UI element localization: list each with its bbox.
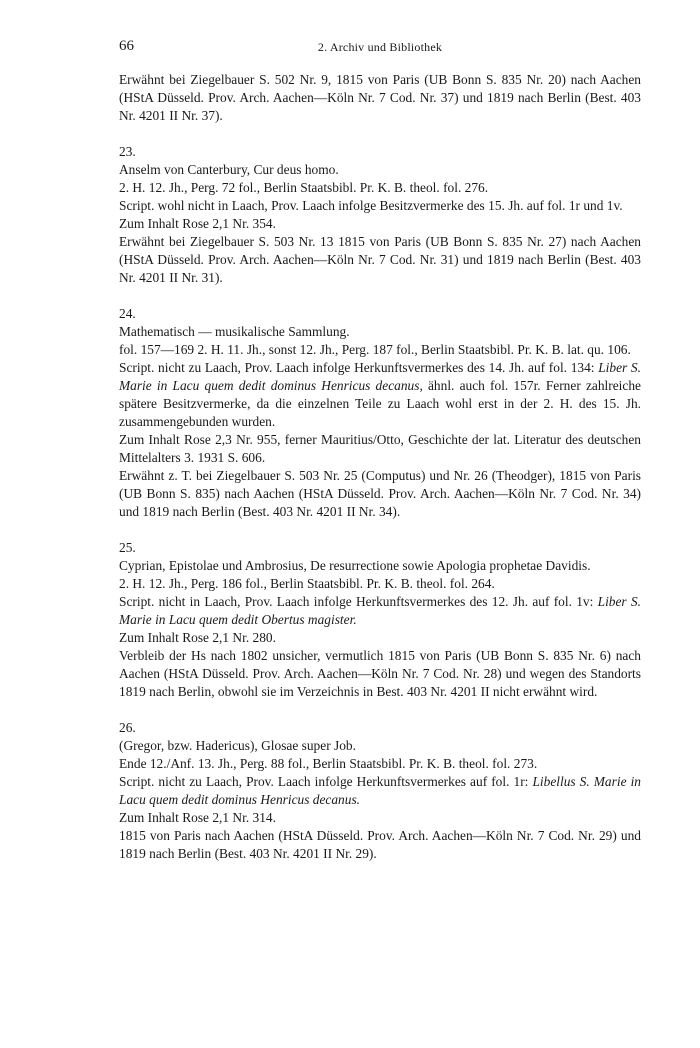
entry-content: Zum Inhalt Rose 2,1 Nr. 354. (119, 216, 276, 231)
entry-script (119, 359, 641, 431)
entry-mention: Erwähnt z. T. bei Ziegelbauer S. 503 Nr. 25 (Computus) und Nr. 26 (Theodger), 1815 von Paris (UB Bonn S. 835) nach Aachen (HStA Düsseld. Prov. Arch. Aachen—Köln Nr. 7 Cod. Nr. 34) und 1819 nach Berlin (Best. 403 Nr. 4201 II Nr. 34). (119, 468, 641, 519)
entry-content: Zum Inhalt Rose 2,1 Nr. 280. (119, 630, 276, 645)
ownership-inscription: Liber S. Marie in Lacu quem dedit Obertus magister. (119, 594, 641, 627)
entry-title: Mathematisch — musikalische Sammlung. (119, 324, 350, 339)
entry-title: (Gregor, bzw. Hadericus), Glosae super Job. (119, 738, 356, 753)
entry-title: Anselm von Canterbury, Cur deus homo. (119, 162, 339, 177)
entry-script (119, 593, 641, 629)
catalog-entry-23 (119, 143, 641, 287)
entry-number: 26. (119, 720, 136, 735)
entry-script: Script. wohl nicht in Laach, Prov. Laach infolge Besitzvermerke des 15. Jh. auf fol. 1r und 1v. (119, 198, 623, 213)
entry-description: fol. 157—169 2. H. 11. Jh., sonst 12. Jh., Perg. 187 fol., Berlin Staatsbibl. Pr. K. B. lat. qu. 106. (119, 342, 631, 357)
script-text: Script. nicht zu Laach, Prov. Laach infolge Herkunftsvermerkes des 14. Jh. auf fol. 134: (119, 360, 599, 375)
ownership-inscription: Libellus S. Marie in Lacu quem dedit dominus Henricus decanus. (119, 774, 641, 807)
entry-description: 2. H. 12. Jh., Perg. 72 fol., Berlin Staatsbibl. Pr. K. B. theol. fol. 276. (119, 180, 489, 195)
catalog-entry-25 (119, 539, 641, 701)
entry-title: Cyprian, Epistolae und Ambrosius, De resurrectione sowie Apologia prophetae Davidis. (119, 558, 591, 573)
script-text: Script. nicht in Laach, Prov. Laach infolge Herkunftsvermerkes des 12. Jh. auf fol. 1v: (119, 594, 598, 609)
entry-mention: 1815 von Paris nach Aachen (HStA Düsseld. Prov. Arch. Aachen—Köln Nr. 7 Cod. Nr. 29) und 1819 nach Berlin (Best. 403 Nr. 4201 II Nr. 29). (119, 828, 641, 861)
entry-description: 2. H. 12. Jh., Perg. 186 fol., Berlin Staatsbibl. Pr. K. B. theol. fol. 264. (119, 576, 495, 591)
entry-description: Ende 12./Anf. 13. Jh., Perg. 88 fol., Berlin Staatsbibl. Pr. K. B. theol. fol. 273. (119, 756, 538, 771)
entry-content: Zum Inhalt Rose 2,1 Nr. 314. (119, 810, 276, 825)
entry-script (119, 773, 641, 809)
entry-mention: Verbleib der Hs nach 1802 unsicher, vermutlich 1815 von Paris (UB Bonn S. 835 Nr. 6) nach Aachen (HStA Düsseld. Prov. Arch. Aachen—Köln Nr. 7 Cod. Nr. 28) und wegen des Standorts 1819 nach Berlin, obwohl sie im Verzeichnis in Best. 403 Nr. 4201 II nicht erwähnt wird. (119, 648, 641, 699)
script-text: Script. nicht zu Laach, Prov. Laach infolge Herkunftsvermerkes auf fol. 1r: (119, 774, 533, 789)
catalog-entry-24 (119, 305, 641, 521)
running-head (119, 38, 641, 60)
script-text-continued: , ähnl. auch fol. 157r. Ferner zahlreiche spätere Besitzvermerke, da die einzelnen Teile zu Laach wohl erst in der 2. H. des 15. Jh. zusammengebunden wurden. (119, 378, 641, 429)
catalog-entry-26 (119, 719, 641, 863)
entry-content: Zum Inhalt Rose 2,3 Nr. 955, ferner Mauritius/Otto, Geschichte der lat. Literatur des deutschen Mittelalters 3. 1931 S. 606. (119, 432, 641, 465)
entry-number: 23. (119, 144, 136, 159)
ownership-inscription: Liber S. Marie in Lacu quem dedit dominus Henricus decanus (119, 360, 641, 393)
chapter-title: 2. Archiv und Bibliothek (317, 40, 443, 54)
intro-mention: Erwähnt bei Ziegelbauer S. 502 Nr. 9, 1815 von Paris (UB Bonn S. 835 Nr. 20) nach Aachen (HStA Düsseld. Prov. Arch. Aachen—Köln Nr. 7 Cod. Nr. 37) und 1819 nach Berlin (Best. 403 Nr. 4201 II Nr. 37). (119, 72, 641, 123)
body-text (119, 71, 641, 863)
entry-number: 25. (119, 540, 136, 555)
book-page (119, 38, 641, 863)
page-number: 66 (119, 38, 134, 54)
entry-number: 24. (119, 306, 136, 321)
entry-mention: Erwähnt bei Ziegelbauer S. 503 Nr. 13 1815 von Paris (UB Bonn S. 835 Nr. 27) nach Aachen (HStA Düsseld. Prov. Arch. Aachen—Köln Nr. 7 Cod. Nr. 31) und 1819 nach Berlin (Best. 403 Nr. 4201 II Nr. 31). (119, 234, 641, 285)
